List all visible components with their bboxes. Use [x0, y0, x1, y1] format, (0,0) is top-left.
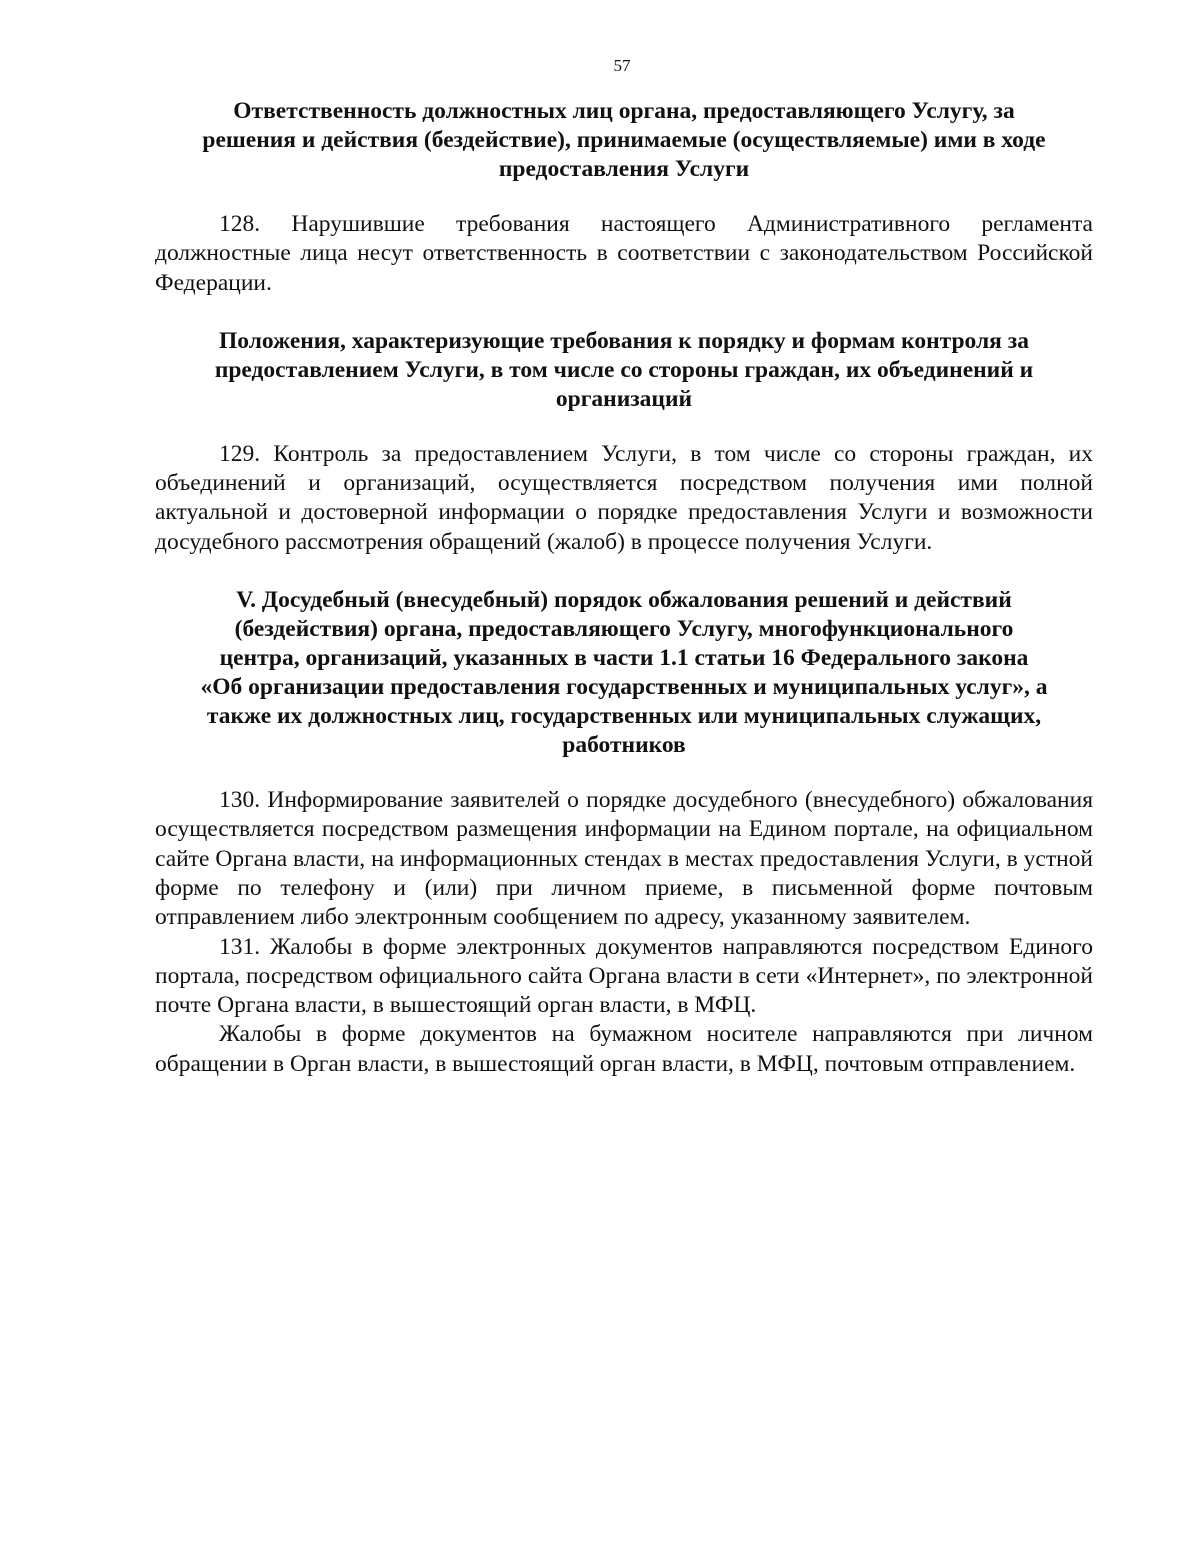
- heading-line: Положения, характеризующие требования к порядку и формам контроля за: [219, 327, 1029, 354]
- paragraph-131: 131. Жалобы в форме электронных документов направляются посредством Единого портала, посредством официального сайта Органа власти в сети «Интернет», по электронной почте Органа власти, в вышестоящий орган власти, в МФЦ.: [155, 933, 1093, 1019]
- heading-line: «Об организации предоставления государственных и муниципальных услуг», а: [200, 674, 1048, 701]
- heading-line: V. Досудебный (внесудебный) порядок обжалования решений и действий: [236, 587, 1012, 614]
- heading-line: Ответственность должностных лиц органа, предоставляющего Услугу, за: [233, 98, 1015, 124]
- paragraph-130: 130. Информирование заявителей о порядке досудебного (внесудебного) обжалования осуществляется посредством размещения информации на Едином портале, на официальном сайте Органа власти, на информационных стендах в местах предоставления Услуги, в устной форме по телефону и (или) при личном приеме, в письменной форме почтовым отправлением либо электронным сообщением по адресу, указанному заявителем.: [155, 787, 1093, 931]
- heading-line: решения и действия (бездействие), принимаемые (осуществляемые) ими в ходе: [202, 127, 1046, 153]
- heading-line: работников: [562, 732, 686, 759]
- heading-line: предоставлением Услуги, в том числе со стороны граждан, их объединений и: [214, 356, 1034, 383]
- heading-line: центра, организаций, указанных в части 1.1 статьи 16 Федерального закона: [219, 645, 1029, 672]
- paragraph-128: 128. Нарушившие требования настоящего Административного регламента должностные лица несут ответственность в соответствии с законодательством Российской Федерации.: [155, 211, 1093, 296]
- section-heading-control: [155, 327, 1093, 414]
- heading-line: организаций: [555, 385, 693, 412]
- paragraph-129: 129. Контроль за предоставлением Услуги, в том числе со стороны граждан, их объединений и организаций, осуществляется посредством получения ими полной актуальной и достоверной информации о порядке предоставления Услуги и возможности досудебного рассмотрения обращений (жалоб) в процессе получения Услуги.: [155, 440, 1093, 555]
- heading-line: предоставления Услуги: [498, 156, 750, 182]
- page-number: 57: [613, 56, 631, 75]
- document-body: [155, 97, 1093, 1079]
- paragraph-131-continued: Жалобы в форме документов на бумажном носителе направляются при личном обращении в Орган власти, в вышестоящий орган власти, в МФЦ, почтовым отправлением.: [155, 1021, 1093, 1077]
- section-heading-responsibility: [155, 97, 1093, 184]
- section-heading-appeal: [155, 586, 1093, 760]
- heading-line: также их должностных лиц, государственных или муниципальных служащих,: [206, 703, 1042, 730]
- heading-line: (бездействия) органа, предоставляющего Услугу, многофункционального: [234, 616, 1014, 643]
